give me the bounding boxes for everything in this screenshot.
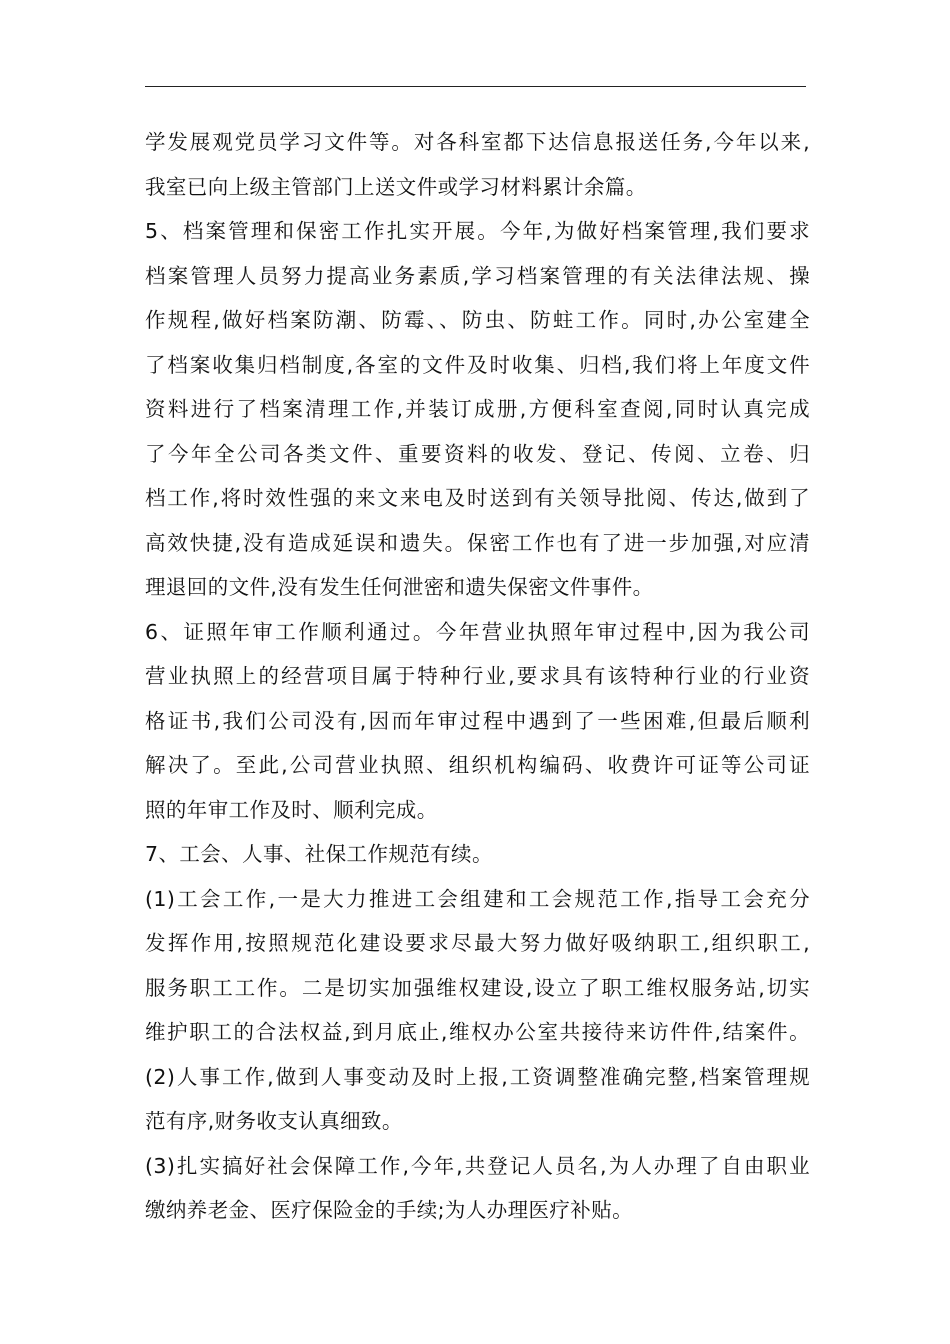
document-body xyxy=(145,120,810,1233)
text-line: 6、证照年审工作顺利通过。今年营业执照年审过程中,因为我公司 xyxy=(145,619,810,644)
text-line: 发挥作用,按照规范化建设要求尽最大努力做好吸纳职工,组织职工, xyxy=(145,931,810,955)
text-line: 了今年全公司各类文件、重要资料的收发、登记、传阅、立卷、归 xyxy=(145,441,810,466)
header-divider xyxy=(145,86,806,87)
text-line: 照的年审工作及时、顺利完成。 xyxy=(145,797,438,822)
text-line: 资料进行了档案清理工作,并装订成册,方便科室查阅,同时认真完成 xyxy=(145,397,810,421)
text-line: 维护职工的合法权益,到月底止,维权办公室共接待来访件件,结案件。 xyxy=(145,1020,810,1044)
text-line: (2)人事工作,做到人事变动及时上报,工资调整准确完整,档案管理规 xyxy=(145,1064,810,1089)
text-line: 解决了。至此,公司营业执照、组织机构编码、收费许可证等公司证 xyxy=(145,753,810,777)
text-line: (1)工会工作,一是大力推进工会组建和工会规范工作,指导工会充分 xyxy=(145,886,810,911)
text-line: 7、工会、人事、社保工作规范有续。 xyxy=(145,842,493,866)
text-line: 作规程,做好档案防潮、防霉、、防虫、防蛀工作。同时,办公室建全 xyxy=(145,308,810,332)
text-line: 了档案收集归档制度,各室的文件及时收集、归档,我们将上年度文件 xyxy=(145,352,810,377)
text-line: 服务职工工作。二是切实加强维权建设,设立了职工维权服务站,切实 xyxy=(145,975,810,1000)
text-line: 学发展观党员学习文件等。对各科室都下达信息报送任务,今年以来, xyxy=(145,130,810,154)
text-line: 格证书,我们公司没有,因而年审过程中遇到了一些困难,但最后顺利 xyxy=(145,708,810,733)
text-line: 档案管理人员努力提高业务素质,学习档案管理的有关法律法规、操 xyxy=(145,263,810,288)
text-line: 缴纳养老金、医疗保险金的手续;为人办理医疗补贴。 xyxy=(145,1198,634,1222)
text-line: 档工作,将时效性强的来文来电及时送到有关领导批阅、传达,做到了 xyxy=(145,486,810,510)
text-line: 5、档案管理和保密工作扎实开展。今年,为做好档案管理,我们要求 xyxy=(145,219,810,243)
text-line: 高效快捷,没有造成延误和遗失。保密工作也有了进一步加强,对应清 xyxy=(145,530,810,555)
text-line: 我室已向上级主管部门上送文件或学习材料累计余篇。 xyxy=(145,174,647,199)
text-line: (3)扎实搞好社会保障工作,今年,共登记人员名,为人办理了自由职业 xyxy=(145,1153,810,1178)
text-line: 范有序,财务收支认真细致。 xyxy=(145,1109,403,1133)
text-line: 营业执照上的经营项目属于特种行业,要求具有该特种行业的行业资 xyxy=(145,664,810,688)
text-line: 理退回的文件,没有发生任何泄密和遗失保密文件事件。 xyxy=(145,575,654,599)
